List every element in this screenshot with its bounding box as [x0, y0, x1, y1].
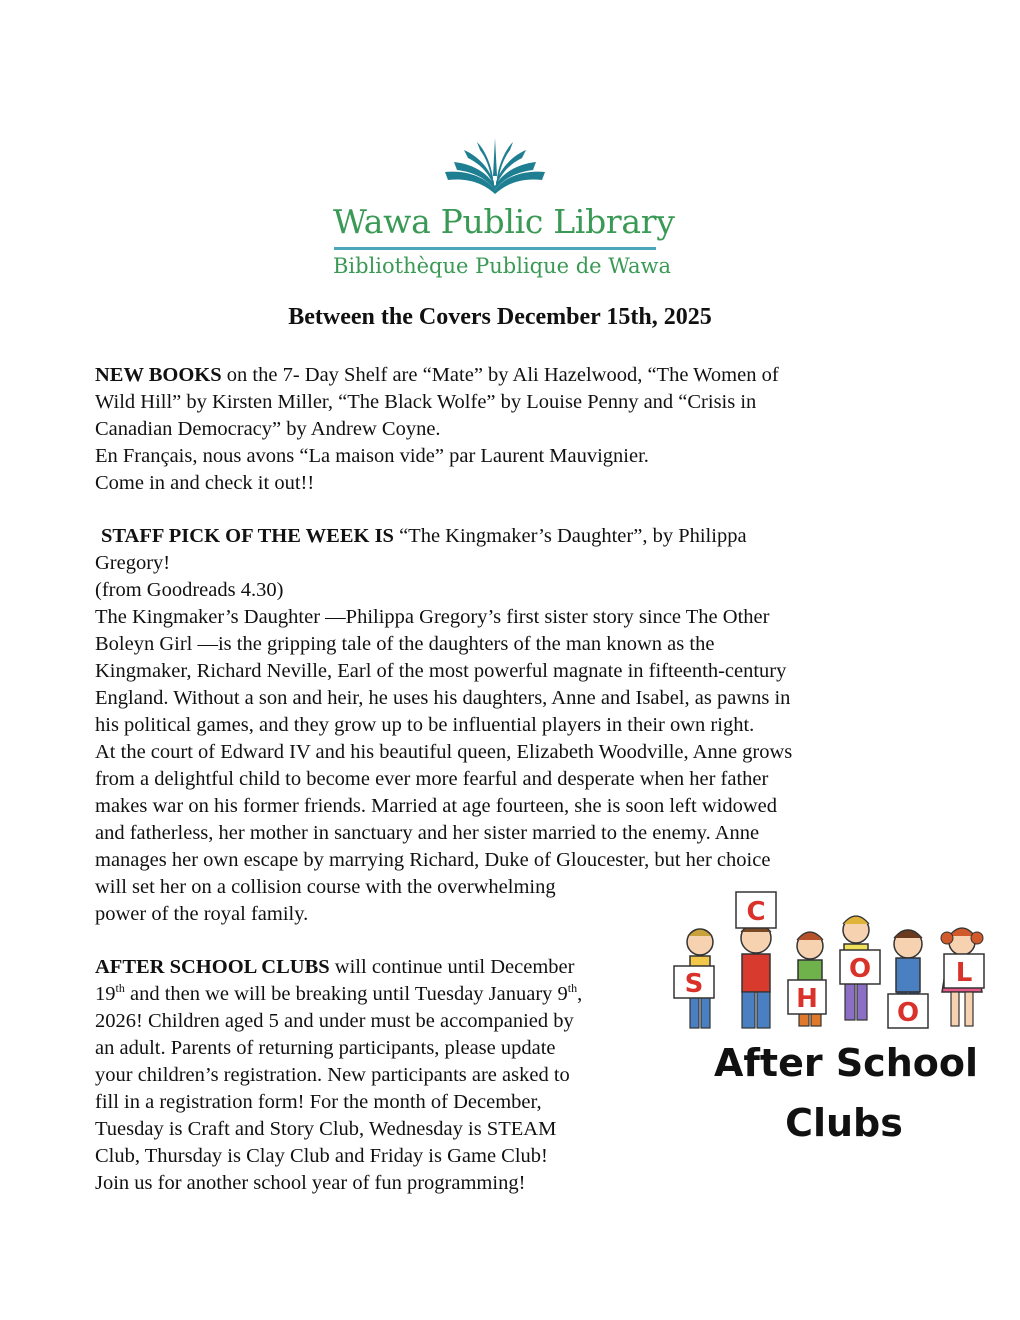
staff-pick-rating: (from Goodreads 4.30) — [95, 579, 284, 601]
staff-pick-desc: will set her on a collision course with the overwhelming — [95, 876, 556, 898]
staff-pick-desc: manages her own escape by marrying Richard, Duke of Gloucester, but her choice — [95, 849, 771, 871]
after-school-clubs-illustration — [668, 880, 998, 1150]
library-logo — [300, 130, 700, 290]
staff-pick-desc: England. Without a son and heir, he uses his daughters, Anne and Isabel, as pawns in — [95, 687, 791, 709]
staff-pick-desc: Kingmaker, Richard Neville, Earl of the most powerful magnate in fifteenth-century — [95, 660, 787, 682]
after-school-line-1: AFTER SCHOOL CLUBS will continue until December — [95, 956, 575, 978]
letter-card-c: C — [746, 897, 766, 927]
new-books-line-5: Come in and check it out!! — [95, 472, 315, 494]
staff-pick-desc: his political games, and they grow up to be influential players in their own right. — [95, 714, 755, 736]
page-title: Between the Covers December 15th, 2025 — [288, 304, 712, 330]
library-name-french: Bibliothèque Publique de Wawa — [333, 254, 672, 278]
after-school-desc: Club, Thursday is Clay Club and Friday is Game Club! — [95, 1145, 548, 1167]
after-school-desc: 2026! Children aged 5 and under must be accompanied by — [95, 1010, 574, 1032]
staff-pick-lead: STAFF PICK OF THE WEEK IS — [101, 525, 394, 547]
after-school-desc: Join us for another school year of fun programming! — [95, 1172, 526, 1194]
staff-pick-desc: makes war on his former friends. Married at age fourteen, she is soon left widowed — [95, 795, 777, 817]
new-books-line-2: Wild Hill” by Kirsten Miller, “The Black Wolfe” by Louise Penny and “Crisis in — [95, 391, 757, 413]
letter-card-s: S — [684, 969, 704, 999]
new-books-line-1: NEW BOOKS on the 7- Day Shelf are “Mate” by Ali Hazelwood, “The Women of — [95, 364, 779, 386]
letter-card-o: O — [848, 954, 872, 984]
logo-divider — [334, 247, 656, 250]
after-school-line-2: 19th and then we will be breaking until Tuesday January 9th, — [95, 981, 583, 1005]
staff-pick-line-2: Gregory! — [95, 552, 171, 574]
staff-pick-desc: The Kingmaker’s Daughter —Philippa Gregory’s first sister story since The Other — [95, 606, 770, 628]
clubs-title-line-2: Clubs — [785, 1101, 903, 1145]
letter-card-o: O — [896, 998, 920, 1028]
open-book-icon — [440, 136, 550, 198]
library-name: Wawa Public Library — [333, 202, 675, 241]
after-school-lead: AFTER SCHOOL CLUBS — [95, 956, 330, 978]
staff-pick-desc: power of the royal family. — [95, 903, 309, 925]
letter-card-h: H — [796, 984, 818, 1014]
clubs-title-line-1: After School — [713, 1041, 979, 1085]
staff-pick-desc: from a delightful child to become ever more fearful and desperate when her father — [95, 768, 769, 790]
staff-pick-desc: Boleyn Girl —is the gripping tale of the daughters of the man known as the — [95, 633, 715, 655]
staff-pick-desc: and fatherless, her mother in sanctuary and her sister married to the enemy. Anne — [95, 822, 760, 844]
new-books-lead: NEW BOOKS — [95, 364, 222, 386]
new-books-line-4: En Français, nous avons “La maison vide” par Laurent Mauvignier. — [95, 445, 649, 467]
new-books-line-3: Canadian Democracy” by Andrew Coyne. — [95, 418, 441, 440]
letter-card-l: L — [955, 958, 973, 988]
staff-pick-desc: At the court of Edward IV and his beautiful queen, Elizabeth Woodville, Anne grows — [95, 741, 793, 763]
after-school-desc: fill in a registration form! For the month of December, — [95, 1091, 542, 1113]
staff-pick-line-1: STAFF PICK OF THE WEEK IS “The Kingmaker’s Daughter”, by Philippa — [101, 525, 747, 547]
after-school-desc: an adult. Parents of returning participants, please update — [95, 1037, 556, 1059]
after-school-desc: Tuesday is Craft and Story Club, Wednesday is STEAM — [95, 1118, 557, 1140]
child-figure — [741, 923, 771, 1028]
after-school-desc: your children’s registration. New participants are asked to — [95, 1064, 570, 1086]
